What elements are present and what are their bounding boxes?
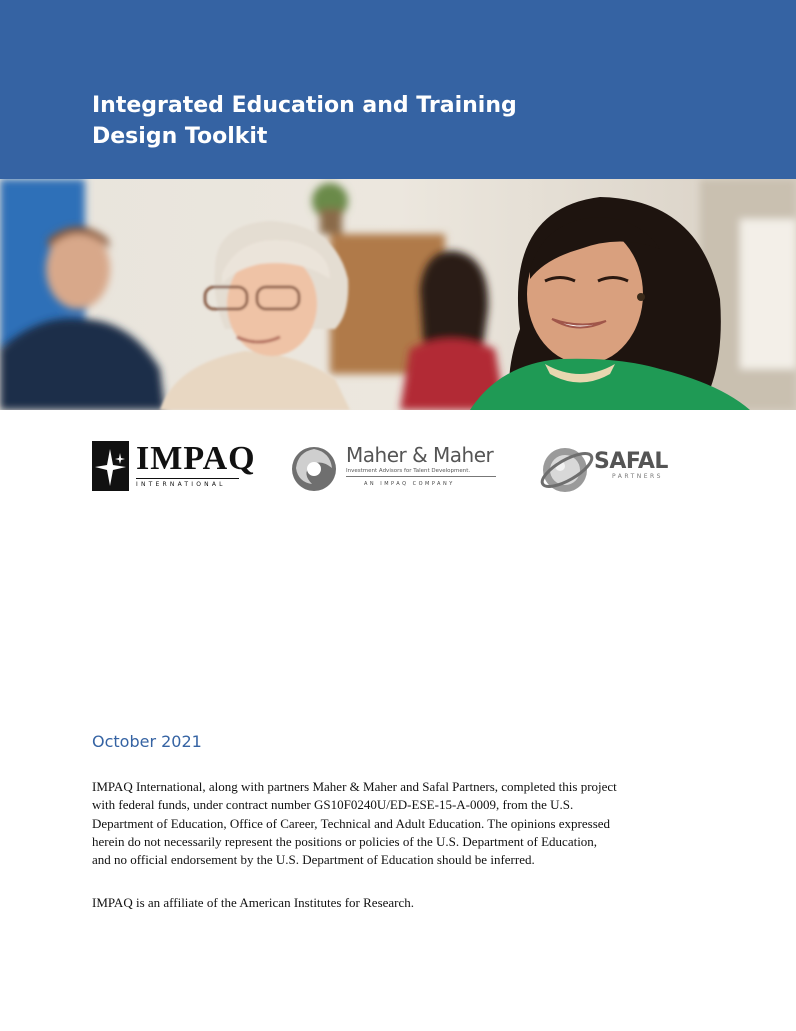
publication-date: October 2021 — [92, 732, 202, 751]
maher-company-line: AN IMPAQ COMPANY — [364, 481, 455, 487]
classroom-photo — [0, 179, 796, 410]
partner-logos — [0, 436, 796, 500]
impaq-star-icon — [92, 441, 129, 491]
disclaimer-line: and no official endorsement by the U.S. Department of Education should be inferred. — [92, 852, 535, 868]
disclaimer-line: herein do not necessarily represent the positions or policies of the U.S. Department of Education, — [92, 833, 598, 849]
maher-divider — [346, 476, 496, 477]
impaq-subtitle: INTERNATIONAL — [136, 481, 226, 488]
title-line-2: Design Toolkit — [92, 124, 268, 149]
safal-orbit-icon — [537, 440, 597, 498]
impaq-wordmark: IMPAQ — [136, 440, 256, 477]
maher-swirl-icon — [290, 444, 338, 494]
disclaimer-line: with federal funds, under contract number GS10F0240U/ED-ESE-15-A-0009, from the U.S. — [92, 797, 574, 813]
title-line-1: Integrated Education and Training — [92, 93, 517, 118]
impaq-logo — [92, 436, 256, 500]
affiliation-statement: IMPAQ is an affiliate of the American Institutes for Research. — [92, 895, 415, 910]
disclaimer-line: IMPAQ International, along with partners Maher & Maher and Safal Partners, completed this project — [92, 779, 617, 794]
safal-subtitle: PARTNERS — [612, 473, 663, 480]
safal-logo — [537, 436, 687, 500]
maher-wordmark: Maher & Maher — [346, 443, 494, 467]
document-title — [92, 90, 612, 152]
disclaimer-line: Department of Education, Office of Career, Technical and Adult Education. The opinions expressed — [92, 815, 611, 831]
funding-disclaimer — [92, 778, 702, 869]
safal-wordmark: SAFAL — [594, 449, 668, 474]
maher-logo — [290, 436, 505, 500]
impaq-divider — [136, 478, 239, 479]
maher-tagline: Investment Advisors for Talent Development. — [346, 468, 471, 474]
